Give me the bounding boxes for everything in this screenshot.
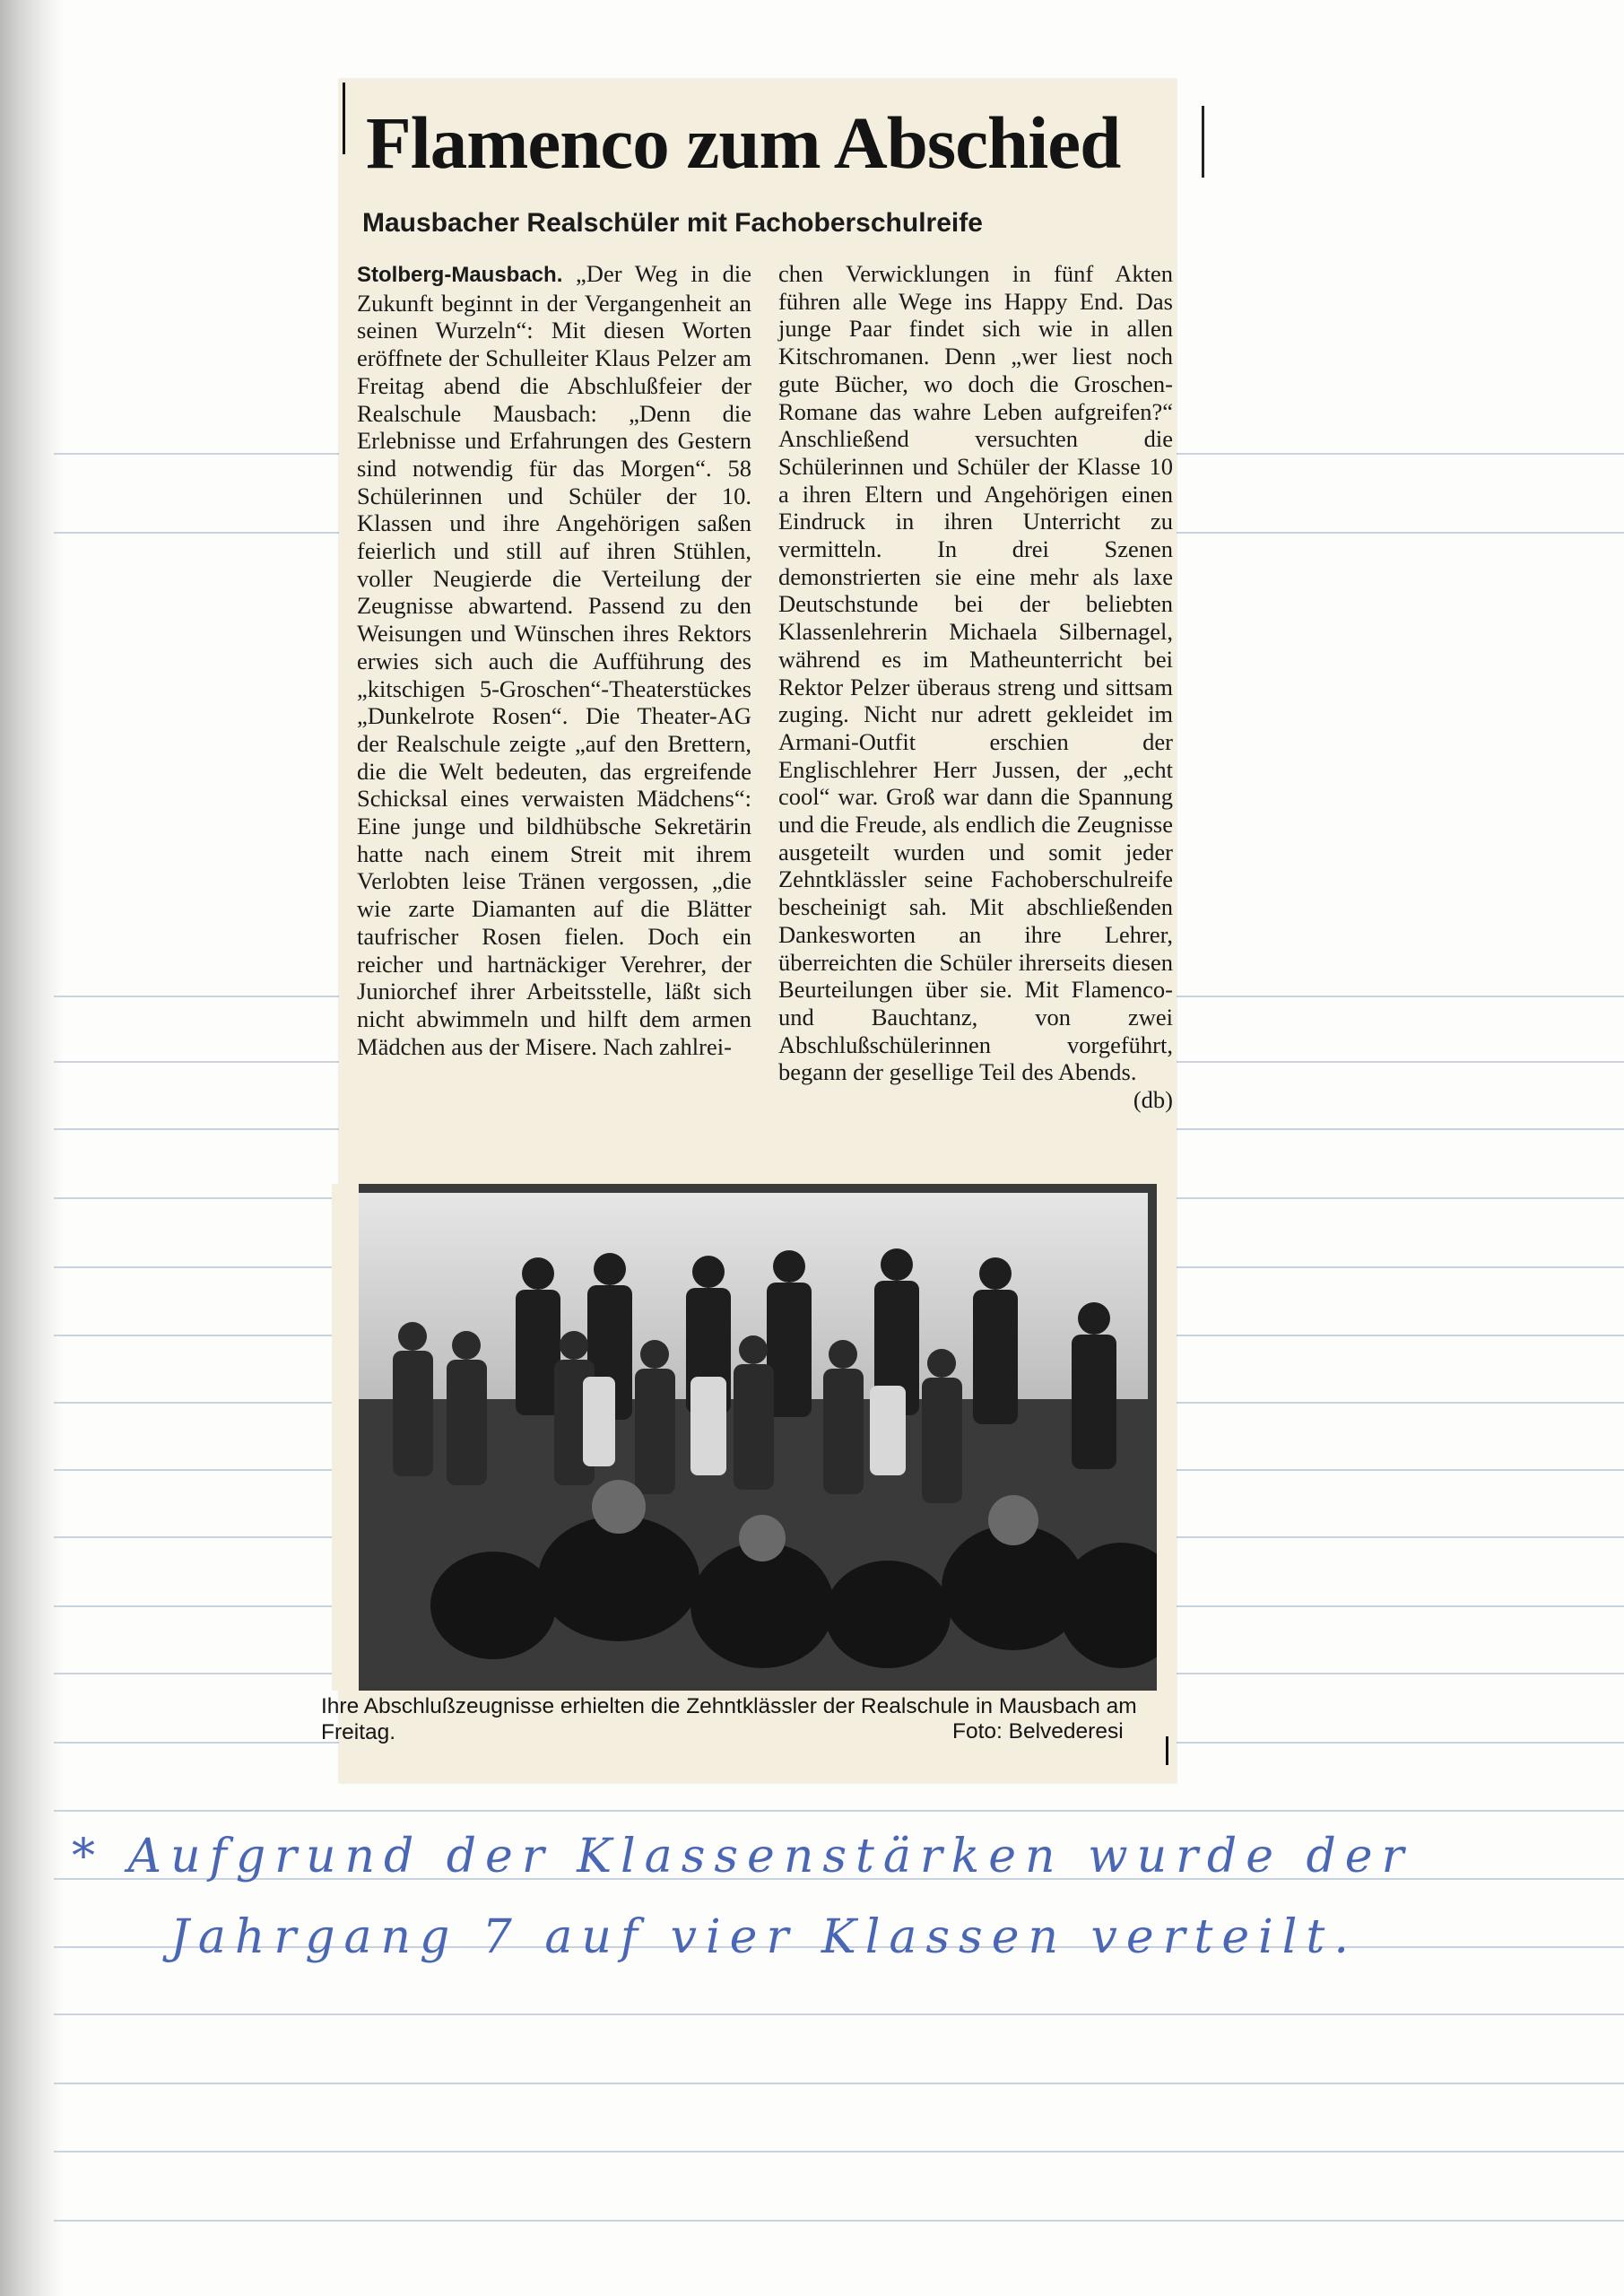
caption-edge-mark: [1166, 1736, 1168, 1765]
ruled-line: [54, 1810, 1624, 1812]
photo-caption: Ihre Abschlußzeugnisse erhielten die Zehntklässler der Realschule in Mausbach am Freitag.: [321, 1694, 1137, 1744]
article-body-col2: chen Verwicklungen in fünf Akten führen alle Wege ins Happy End. Das junge Paar findet sich wie in allen Kitschromanen. Denn „wer liest noch gute Bücher, wo doch die Groschen-Romane das wahre Leben aufgreifen?“ Anschließend versuchten die Schülerinnen und Schüler der Klasse 10 a ihren Eltern und Angehörigen einen Eindruck in ihren Unterricht zu vermitteln. In drei Szenen demonstrierten sie eine mehr als laxe Deutschstunde bei der beliebten Klassenlehrerin Michaela Silbernagel, während es im Matheunterricht bei Rektor Pelzer überaus streng und sittsam zuging. Nicht nur adrett gekleidet im Armani-Outfit erschien der Englischlehrer Herr Jussen, der „echt cool“ war. Groß war dann die Spannung und die Freude, als endlich die Zeugnisse ausgeteilt wurden und somit jeder Zehntklässler seine Fachoberschulreife bescheinigt sah. Mit abschließenden Dankesworten an ihre Lehrer, überreichten die Schüler ihrerseits diesen Beurteilungen über sie. Mit Flamenco- und Bauchtanz, von zwei Abschlußschülerinnen vorgeführt, begann der gesellige Teil des Abends.: [778, 260, 1173, 1086]
photo-credit: Foto: Belvederesi: [952, 1719, 1124, 1744]
handwritten-note-line-2: Jahrgang 7 auf vier Klassen verteilt.: [170, 1910, 1358, 1964]
ruled-line: [54, 2151, 1624, 2152]
article-subheadline: Mausbacher Realschüler mit Fachoberschulreife: [362, 208, 983, 238]
group-photo: [332, 1184, 1157, 1691]
ruled-line: [54, 2013, 1624, 2015]
ruled-line: [54, 2220, 1624, 2222]
group-photo-graphic: [332, 1184, 1157, 1691]
ruled-line: [54, 2083, 1624, 2084]
article-column-left: [357, 260, 751, 1060]
clipping-edge-left: [343, 83, 345, 154]
article-headline: Flamenco zum Abschied: [366, 101, 1121, 184]
article-byline: (db): [1133, 1086, 1173, 1114]
article-body-col1: „Der Weg in die Zukunft beginnt in der Vergangenheit an seinen Wurzeln“: Mit diesen Worten eröffnete der Schulleiter Klaus Pelzer am Freitag abend die Abschlußfeier der Realschule Mausbach: „Denn die Erlebnisse und Erfahrungen des Gestern sind notwendig für das Morgen“. 58 Schülerinnen und Schüler der 10. Klassen und ihre Angehörigen saßen feierlich und still auf ihren Stühlen, voller Neugierde die Verteilung der Zeugnisse abwartend. Passend zu den Weisungen und Wünschen ihres Rektors erwies sich auch die Aufführung des „kitschigen 5-Groschen“-Theaterstückes „Dunkelrote Rosen“. Die Theater-AG der Realschule zeigte „auf den Brettern, die die Welt bedeuten, das ergreifende Schicksal eines verwaisten Mädchens“: Eine junge und bildhübsche Sekretärin hatte nach einem Streit mit ihrem Verlobten leise Tränen vergossen, „die wie zarte Diamanten auf die Blätter taufrischer Rosen fielen. Doch ein reicher und hartnäckiger Verehrer, der Juniorchef ihrer Arbeitsstelle, läßt sich nicht abwimmeln und hilft dem armen Mädchen aus der Misere. Nach zahlrei-: [357, 260, 751, 1060]
article-dateline: Stolberg-Mausbach.: [357, 263, 563, 287]
handwritten-note-line-1: * Aufgrund der Klassenstärken wurde der: [72, 1830, 1413, 1883]
clipping-edge-right: [1202, 106, 1204, 178]
binding-shadow: [0, 0, 63, 2296]
article-column-right: [778, 260, 1173, 1114]
